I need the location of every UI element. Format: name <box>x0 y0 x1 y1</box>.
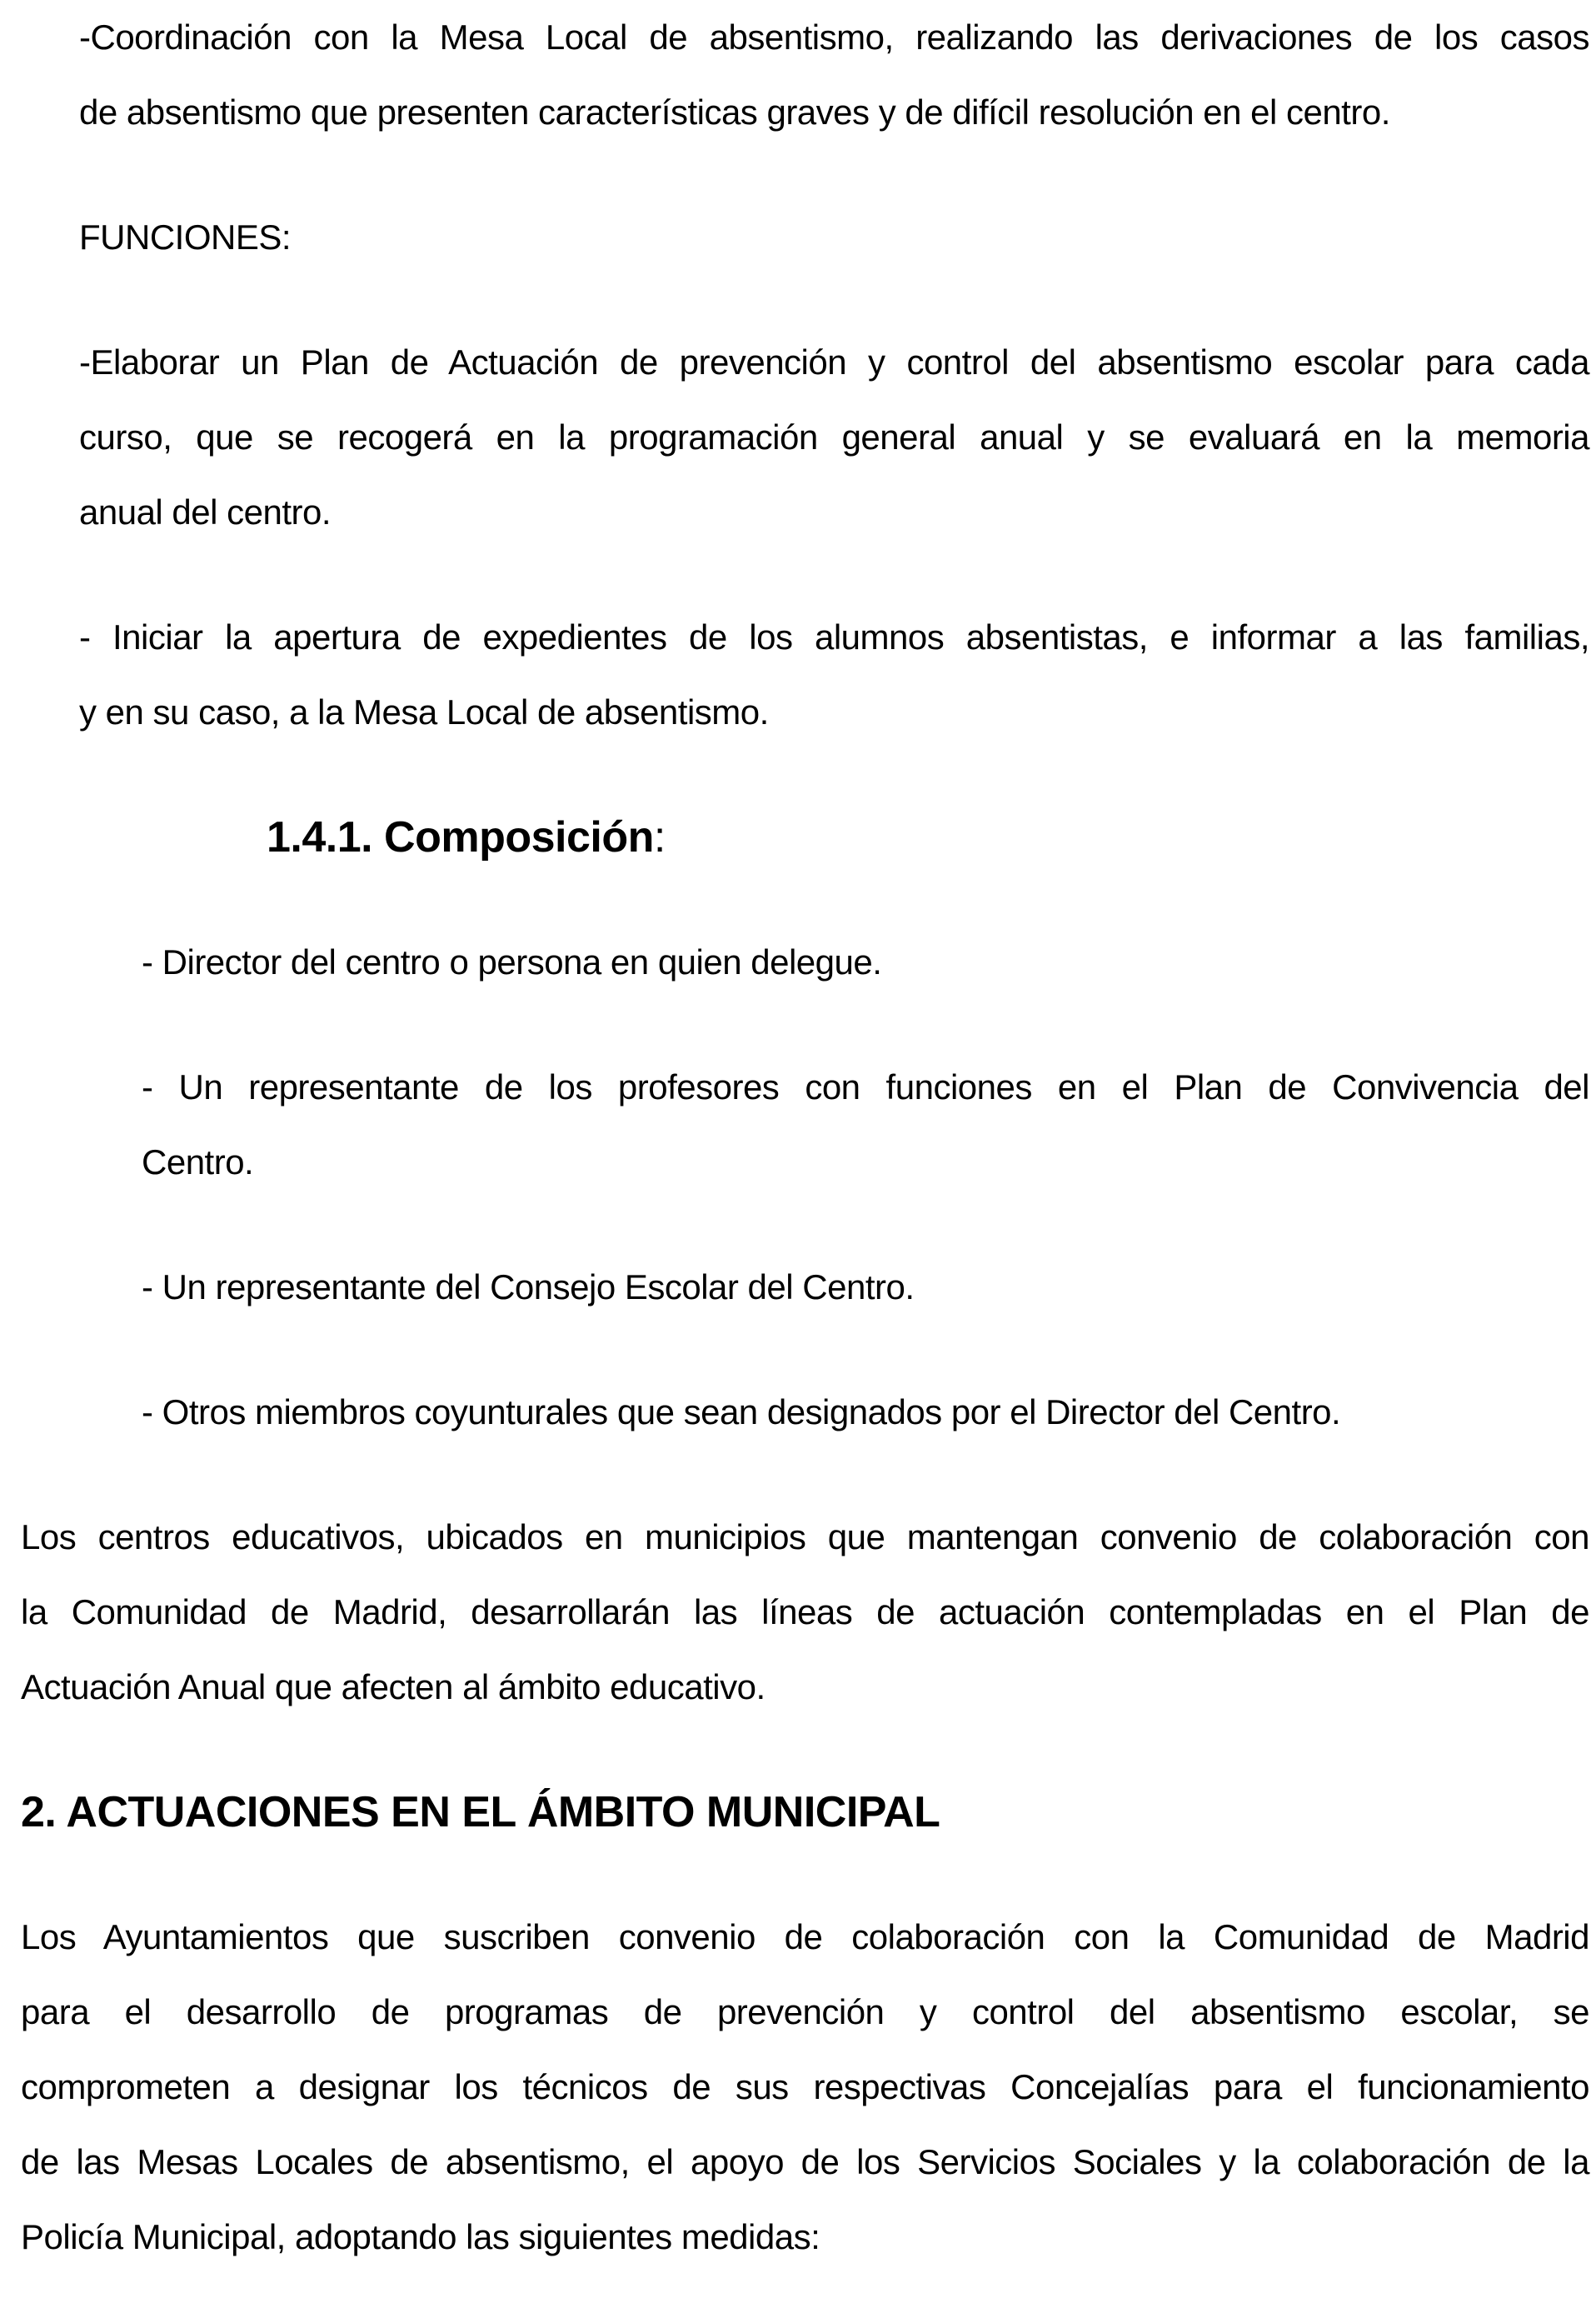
text-line: FUNCIONES: <box>79 217 292 257</box>
text-line: para el desarrollo de programas de prevención y control del absentismo escolar, se <box>21 1992 1589 2031</box>
bullet-representante-profesores <box>142 1050 1589 1200</box>
text-line: Centro. <box>142 1142 254 1181</box>
bullet-representante-consejo-escolar <box>142 1250 1589 1325</box>
text-line: y en su caso, a la Mesa Local de absentismo. <box>79 692 769 732</box>
text-run: : <box>653 813 666 862</box>
text-line: - Otros miembros coyunturales que sean designados por el Director del Centro. <box>142 1392 1341 1431</box>
paragraph-centros-educativos-convenio <box>21 1500 1589 1725</box>
text-line: de absentismo que presenten características graves y de difícil resolución en el centro. <box>79 92 1390 132</box>
text-line: -Elaborar un Plan de Actuación de prevención y control del absentismo escolar para cada <box>79 342 1589 382</box>
paragraph-coordinacion-mesa-local <box>79 0 1589 150</box>
heading-actuaciones-ambito-municipal <box>21 1775 1589 1850</box>
text-line: de las Mesas Locales de absentismo, el apoyo de los Servicios Sociales y la colaboración de la <box>21 2142 1589 2181</box>
text-line: - Un representante de los profesores con funciones en el Plan de Convivencia del <box>142 1067 1589 1107</box>
paragraph-iniciar-apertura-expedientes <box>79 600 1589 750</box>
text-line: Actuación Anual que afecten al ámbito educativo. <box>21 1667 766 1706</box>
text-line: -Coordinación con la Mesa Local de absentismo, realizando las derivaciones de los casos <box>79 17 1589 57</box>
text-line: - Iniciar la apertura de expedientes de los alumnos absentistas, e informar a las familias, <box>79 617 1589 657</box>
text-line: curso, que se recogerá en la programación general anual y se evaluará en la memoria <box>79 417 1589 457</box>
text-line: - Director del centro o persona en quien delegue. <box>142 942 882 982</box>
bullet-otros-miembros-coyunturales <box>142 1375 1589 1450</box>
text-line: - Un representante del Consejo Escolar del Centro. <box>142 1267 915 1306</box>
text-line: Los centros educativos, ubicados en municipios que mantengan convenio de colaboración con <box>21 1517 1589 1556</box>
text-line: anual del centro. <box>79 492 332 532</box>
text-line: Policía Municipal, adoptando las siguientes medidas: <box>21 2217 820 2256</box>
text-line: la Comunidad de Madrid, desarrollarán las líneas de actuación contempladas en el Plan de <box>21 1592 1589 1631</box>
label-funciones <box>79 200 1589 275</box>
text-line: comprometen a designar los técnicos de sus respectivas Concejalías para el funcionamiento <box>21 2067 1589 2106</box>
text-run: 1.4.1. Composición <box>267 813 654 862</box>
heading-composicion <box>267 800 1589 875</box>
bullet-director-centro <box>142 925 1589 1000</box>
text-line <box>267 800 1589 875</box>
text-line: 2. ACTUACIONES EN EL ÁMBITO MUNICIPAL <box>21 1788 940 1836</box>
text-line: Los Ayuntamientos que suscriben convenio de colaboración con la Comunidad de Madrid <box>21 1917 1589 1956</box>
paragraph-elaborar-plan <box>79 325 1589 550</box>
paragraph-ayuntamientos-convenio <box>21 1900 1589 2275</box>
